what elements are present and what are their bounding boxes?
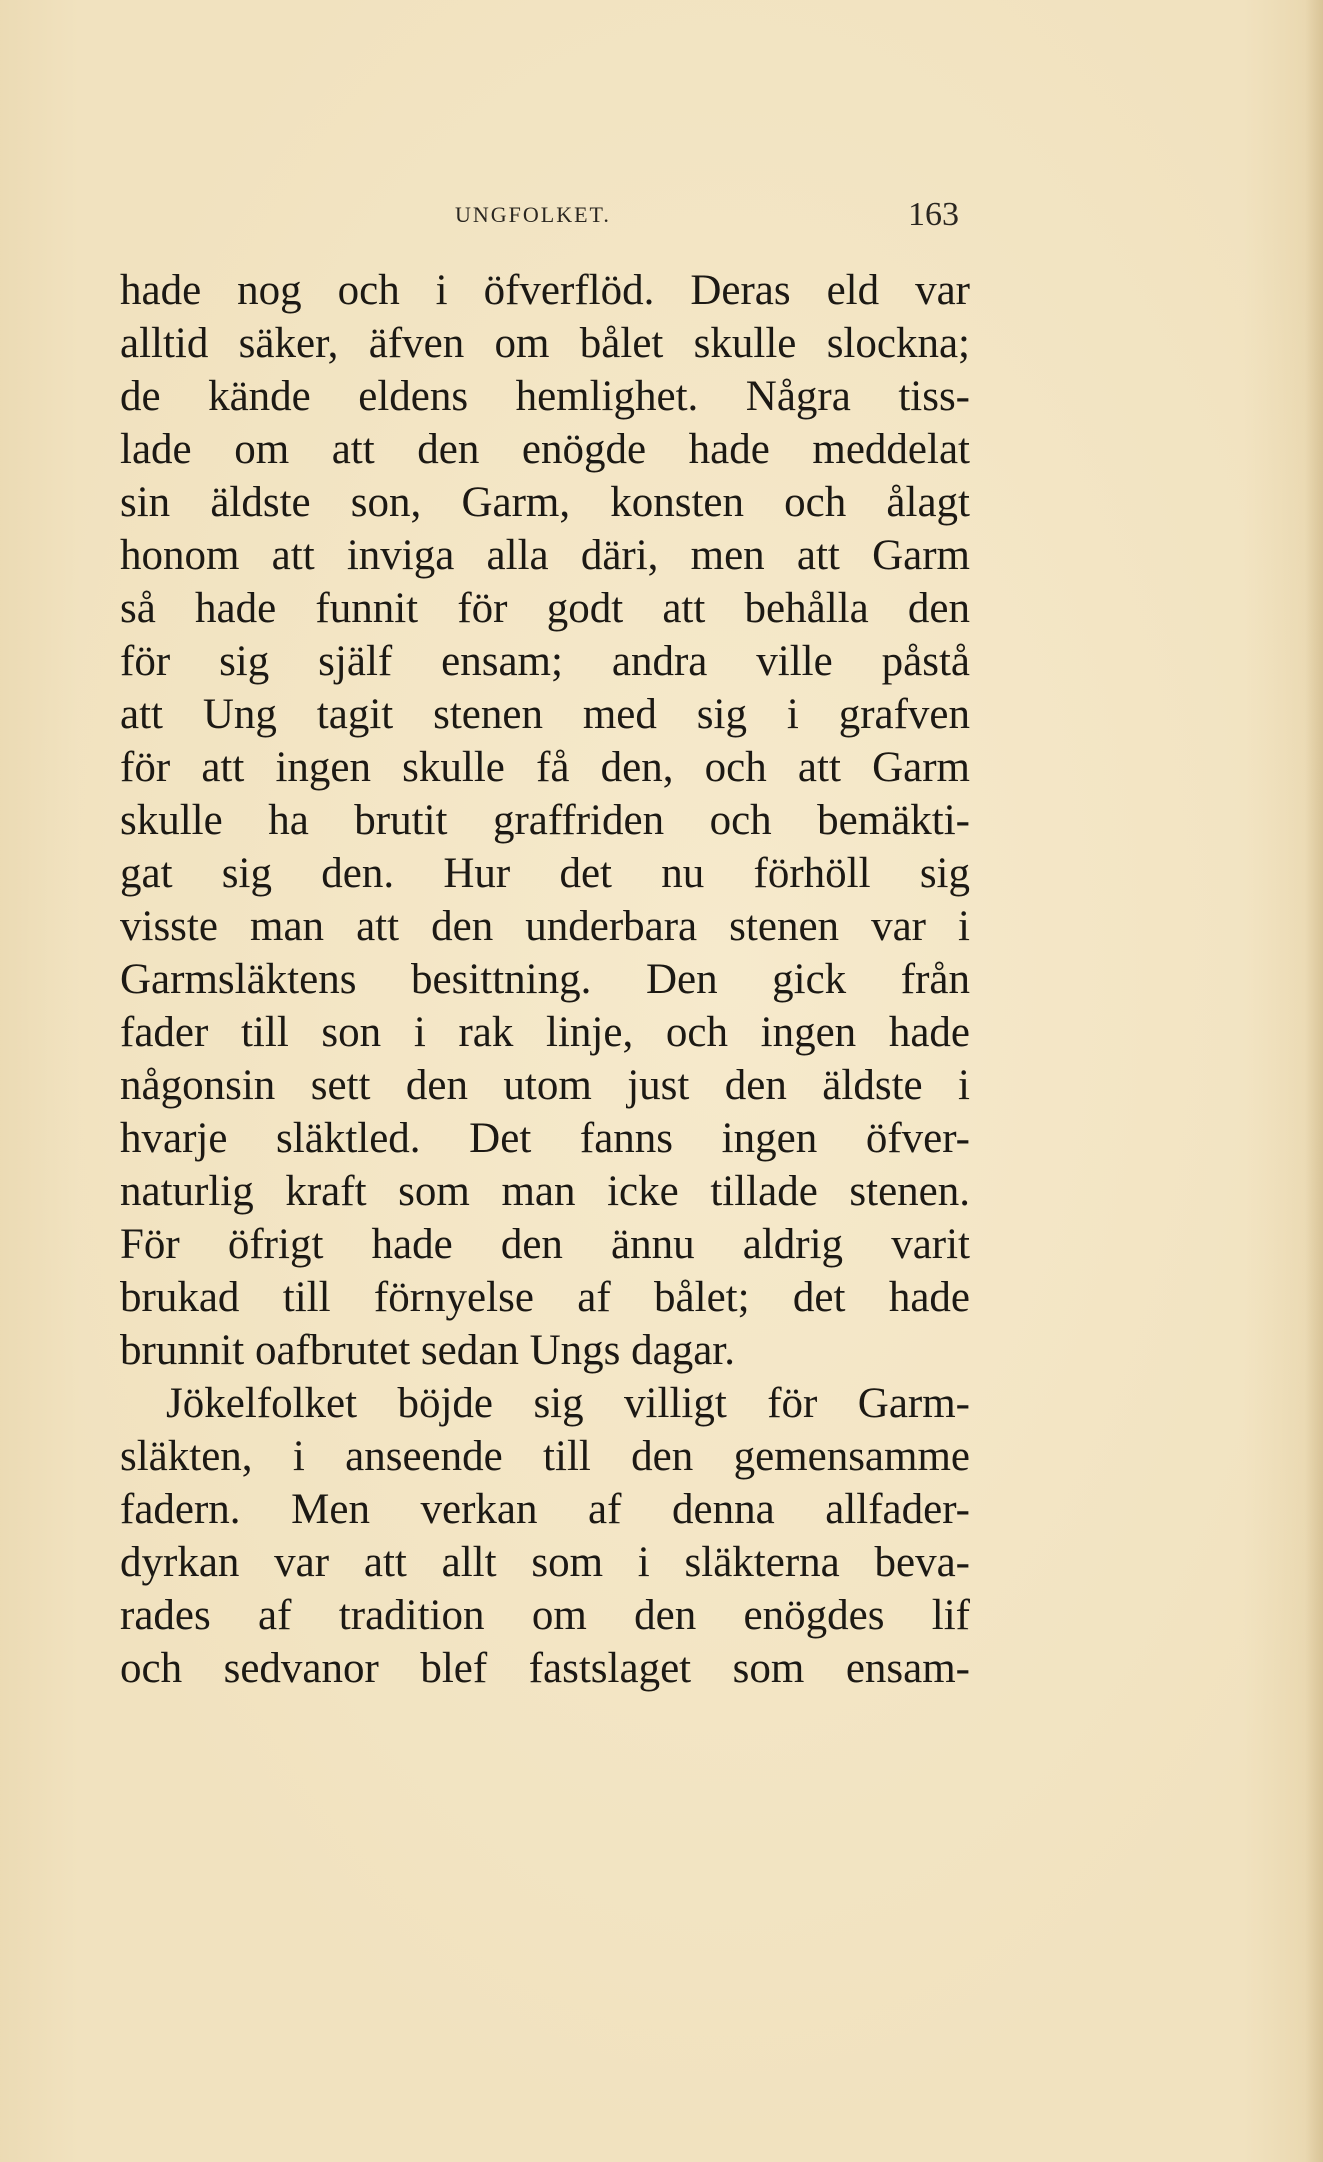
text-line: gat sig den. Hur det nu förhöll sig — [120, 850, 970, 897]
text-line: hade nog och i öfverflöd. Deras eld var — [120, 267, 970, 314]
text-line: fadern. Men verkan af denna allfader- — [120, 1486, 970, 1533]
running-title: UNGFOLKET. — [455, 202, 611, 227]
text-line: så hade funnit för godt att behålla den — [120, 585, 970, 632]
text-line: att Ung tagit stenen med sig i grafven — [120, 691, 970, 738]
text-line: sin äldste son, Garm, konsten och ålagt — [120, 479, 970, 526]
text-line: naturlig kraft som man icke tillade stenen. — [120, 1168, 970, 1215]
text-line: de kände eldens hemlighet. Några tiss- — [120, 373, 970, 420]
text-line: för sig själf ensam; andra ville påstå — [120, 638, 970, 685]
text-line: rades af tradition om den enögdes lif — [120, 1592, 970, 1639]
text-line: dyrkan var att allt som i släkterna beva- — [120, 1539, 970, 1586]
text-line: lade om att den enögde hade meddelat — [120, 426, 970, 473]
text-line: någonsin sett den utom just den äldste i — [120, 1062, 970, 1109]
text-line: skulle ha brutit graffriden och bemäkti- — [120, 797, 970, 844]
text-line: släkten, i anseende till den gemensamme — [120, 1433, 970, 1480]
page-edge-shadow — [1305, 0, 1323, 2162]
text-line: alltid säker, äfven om bålet skulle slockna; — [120, 320, 970, 367]
body-text — [120, 264, 970, 1695]
text-line-paragraph-start: Jökelfolket böjde sig villigt för Garm- — [166, 1380, 970, 1427]
text-line: visste man att den underbara stenen var i — [120, 903, 970, 950]
text-line: honom att inviga alla däri, men att Garm — [120, 532, 970, 579]
text-line: brunnit oafbrutet sedan Ungs dagar. — [120, 1327, 735, 1374]
text-line: Garmsläktens besittning. Den gick från — [120, 956, 970, 1003]
running-header — [0, 196, 1323, 242]
text-line: och sedvanor blef fastslaget som ensam- — [120, 1645, 970, 1692]
text-line: brukad till förnyelse af bålet; det hade — [120, 1274, 970, 1321]
text-line: För öfrigt hade den ännu aldrig varit — [120, 1221, 970, 1268]
text-line: fader till son i rak linje, och ingen hade — [120, 1009, 970, 1056]
page-number: 163 — [908, 196, 959, 233]
text-line: hvarje släktled. Det fanns ingen öfver- — [120, 1115, 970, 1162]
text-line: för att ingen skulle få den, och att Garm — [120, 744, 970, 791]
